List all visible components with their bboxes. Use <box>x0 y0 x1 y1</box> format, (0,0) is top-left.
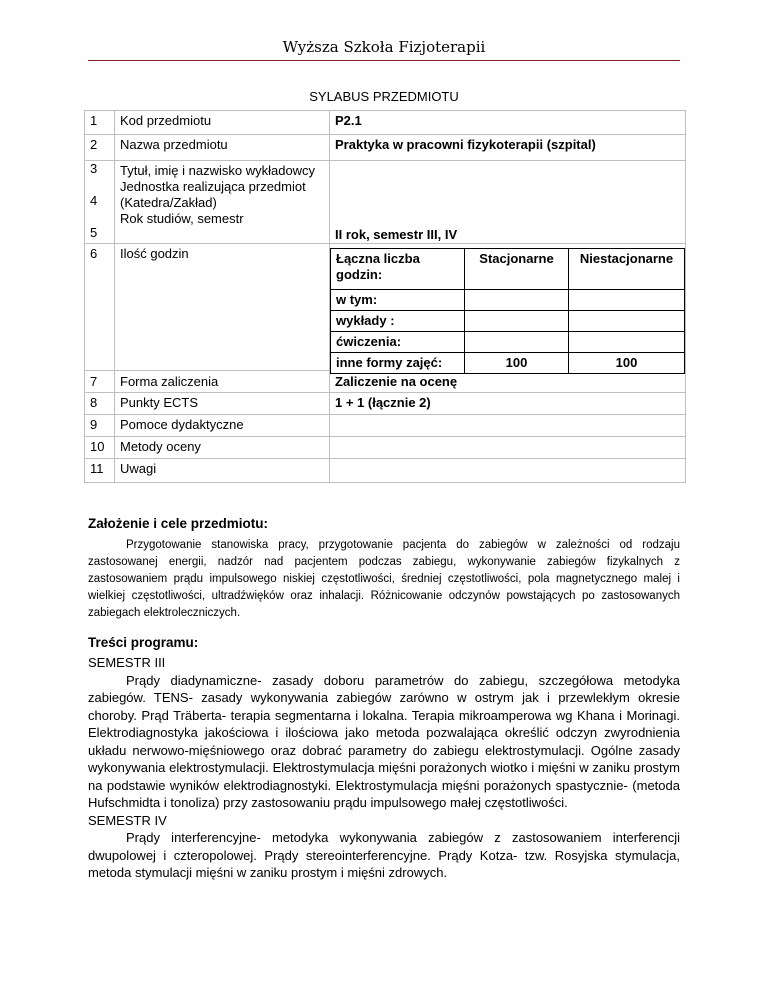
row-number: 6 <box>85 244 115 371</box>
hours-label: Łączna liczba godzin: <box>331 249 465 290</box>
row-label: Pomoce dydaktyczne <box>115 415 330 437</box>
hours-row <box>331 332 685 353</box>
hours-row <box>331 311 685 332</box>
row-value <box>330 393 686 415</box>
course-name: Praktyka w pracowni fizykoterapii (szpital) <box>335 137 596 152</box>
niestacjonarne-header: Niestacjonarne <box>569 249 685 290</box>
syllabus-table <box>84 110 686 483</box>
table-row <box>85 244 686 371</box>
semester-4-text: Prądy interferencyjne- metodyka wykonywania zabiegów z zastosowaniem interferencji dwupolowej i czteropolowej. Prądy stereointerferencyjne. Prądy Kotza- tzw. Rosyjska stymulacja, metoda stymulacji mięśni w zaniku prostym i mięśni zdrowych. <box>88 830 680 880</box>
row-label: Punkty ECTS <box>115 393 330 415</box>
hours-row <box>331 290 685 311</box>
hours-niestac <box>569 290 685 311</box>
hours-row <box>331 353 685 374</box>
row-label: Ilość godzin <box>115 244 330 371</box>
row-number: 7 <box>85 371 115 393</box>
row-value <box>330 415 686 437</box>
row-value <box>330 459 686 483</box>
table-row <box>85 393 686 415</box>
hours-label: ćwiczenia: <box>331 332 465 353</box>
hours-stac: 100 <box>465 353 569 374</box>
document-title: SYLABUS PRZEDMIOTU <box>309 89 459 104</box>
row-value <box>330 111 686 135</box>
hours-label: inne formy zajęć: <box>331 353 465 374</box>
semester-3-label: SEMESTR III <box>88 655 166 670</box>
row-number-5: 5 <box>90 225 98 240</box>
goals-text: Przygotowanie stanowiska pracy, przygotowanie pacjenta do zabiegów w zależności od rodzaju zastosowanej energii, nadzór nad pacjentem podczas zabiegu, wykonywanie zabiegów fizykalnych z zastosowaniem prądu impulsowego niskiej częstotliwości, średniej częstotliwości, pola magnetycznego malej i wielkiej częstotliwości, ultradźwięków oraz inhalacji. Różnicowanie odczynów powstających po zastosowanych zabiegach elektroleczniczych. <box>88 539 680 619</box>
assessment-form-value: Zaliczenie na ocenę <box>335 374 458 389</box>
row-label: Kod przedmiotu <box>115 111 330 135</box>
unit-label: Jednostka realizująca przedmiot (Katedra/Zakład) <box>120 179 306 210</box>
row-number-3: 3 <box>90 161 98 176</box>
row-label: Metody oceny <box>115 437 330 459</box>
table-row <box>85 437 686 459</box>
row-number: 8 <box>85 393 115 415</box>
row-label: Forma zaliczenia <box>115 371 330 393</box>
document-header: Wyższa Szkoła Fizjoterapii <box>282 38 486 56</box>
row-value <box>330 135 686 161</box>
ects-value: 1 + 1 (łącznie 2) <box>335 395 431 410</box>
row-number: 11 <box>85 459 115 483</box>
row-label: Nazwa przedmiotu <box>115 135 330 161</box>
row-value <box>330 437 686 459</box>
goals-heading: Założenie i cele przedmiotu: <box>88 516 269 531</box>
hours-label: wykłady : <box>331 311 465 332</box>
row-number: 10 <box>85 437 115 459</box>
header-rule <box>88 60 680 61</box>
row-number-4: 4 <box>90 193 98 208</box>
stacjonarne-header: Stacjonarne <box>465 249 569 290</box>
lecturer-label: Tytuł, imię i nazwisko wykładowcy <box>120 163 316 178</box>
row-number: 2 <box>85 135 115 161</box>
year-label: Rok studiów, semestr <box>120 211 244 226</box>
hours-row <box>331 249 685 290</box>
content-heading: Treści programu: <box>88 635 199 650</box>
hours-niestac <box>569 311 685 332</box>
table-row <box>85 459 686 483</box>
table-row <box>85 111 686 135</box>
program-content <box>88 654 680 882</box>
hours-niestac: 100 <box>569 353 685 374</box>
row-number <box>85 161 115 244</box>
year-semester-value: II rok, semestr III, IV <box>335 227 458 242</box>
hours-stac <box>465 290 569 311</box>
semester-4-label: SEMESTR IV <box>88 812 167 828</box>
hours-label: w tym: <box>331 290 465 311</box>
hours-stac <box>465 332 569 353</box>
table-row <box>85 161 686 244</box>
table-row <box>85 135 686 161</box>
row-number: 9 <box>85 415 115 437</box>
row-value <box>330 161 686 244</box>
course-code: P2.1 <box>335 113 362 128</box>
row-number: 1 <box>85 111 115 135</box>
row-label: Uwagi <box>115 459 330 483</box>
hours-table <box>330 248 685 374</box>
row-label <box>115 161 330 244</box>
hours-cell <box>330 244 686 393</box>
table-row <box>85 415 686 437</box>
hours-niestac <box>569 332 685 353</box>
hours-stac <box>465 311 569 332</box>
semester-3-text: Prądy diadynamiczne- zasady doboru parametrów do zabiegu, szczegółowa metodyka zabiegów. TENS- zasady wykonywania zabiegów zarówno w ostrym jak i przewlekłym okresie choroby. Prąd Träberta- terapia segmentarna i lokalna. Terapia mikroamperowa wg Khana i Morinagi. Elektrodiagnostyka jakościowa i ilościowa jako metoda pozwalająca określić odczyn zwyrodnienia układu nerwowo-mięśniowego oraz dobrać parametry do zabiegu elektrostymulacji. Ogólne zasady wykonywania elektrostymulacji. Elektrostymulacja mięśni porażonych wiotko i mięśni w zaniku prostym na podstawie wyników elektrodiagnostyki. Elektrostymulacja mięśni porażonych spastycznie- (metoda Hufschmidta i tonoliza) przy zastosowaniu prądu impulsowego małej częstotliwości. <box>88 672 680 810</box>
